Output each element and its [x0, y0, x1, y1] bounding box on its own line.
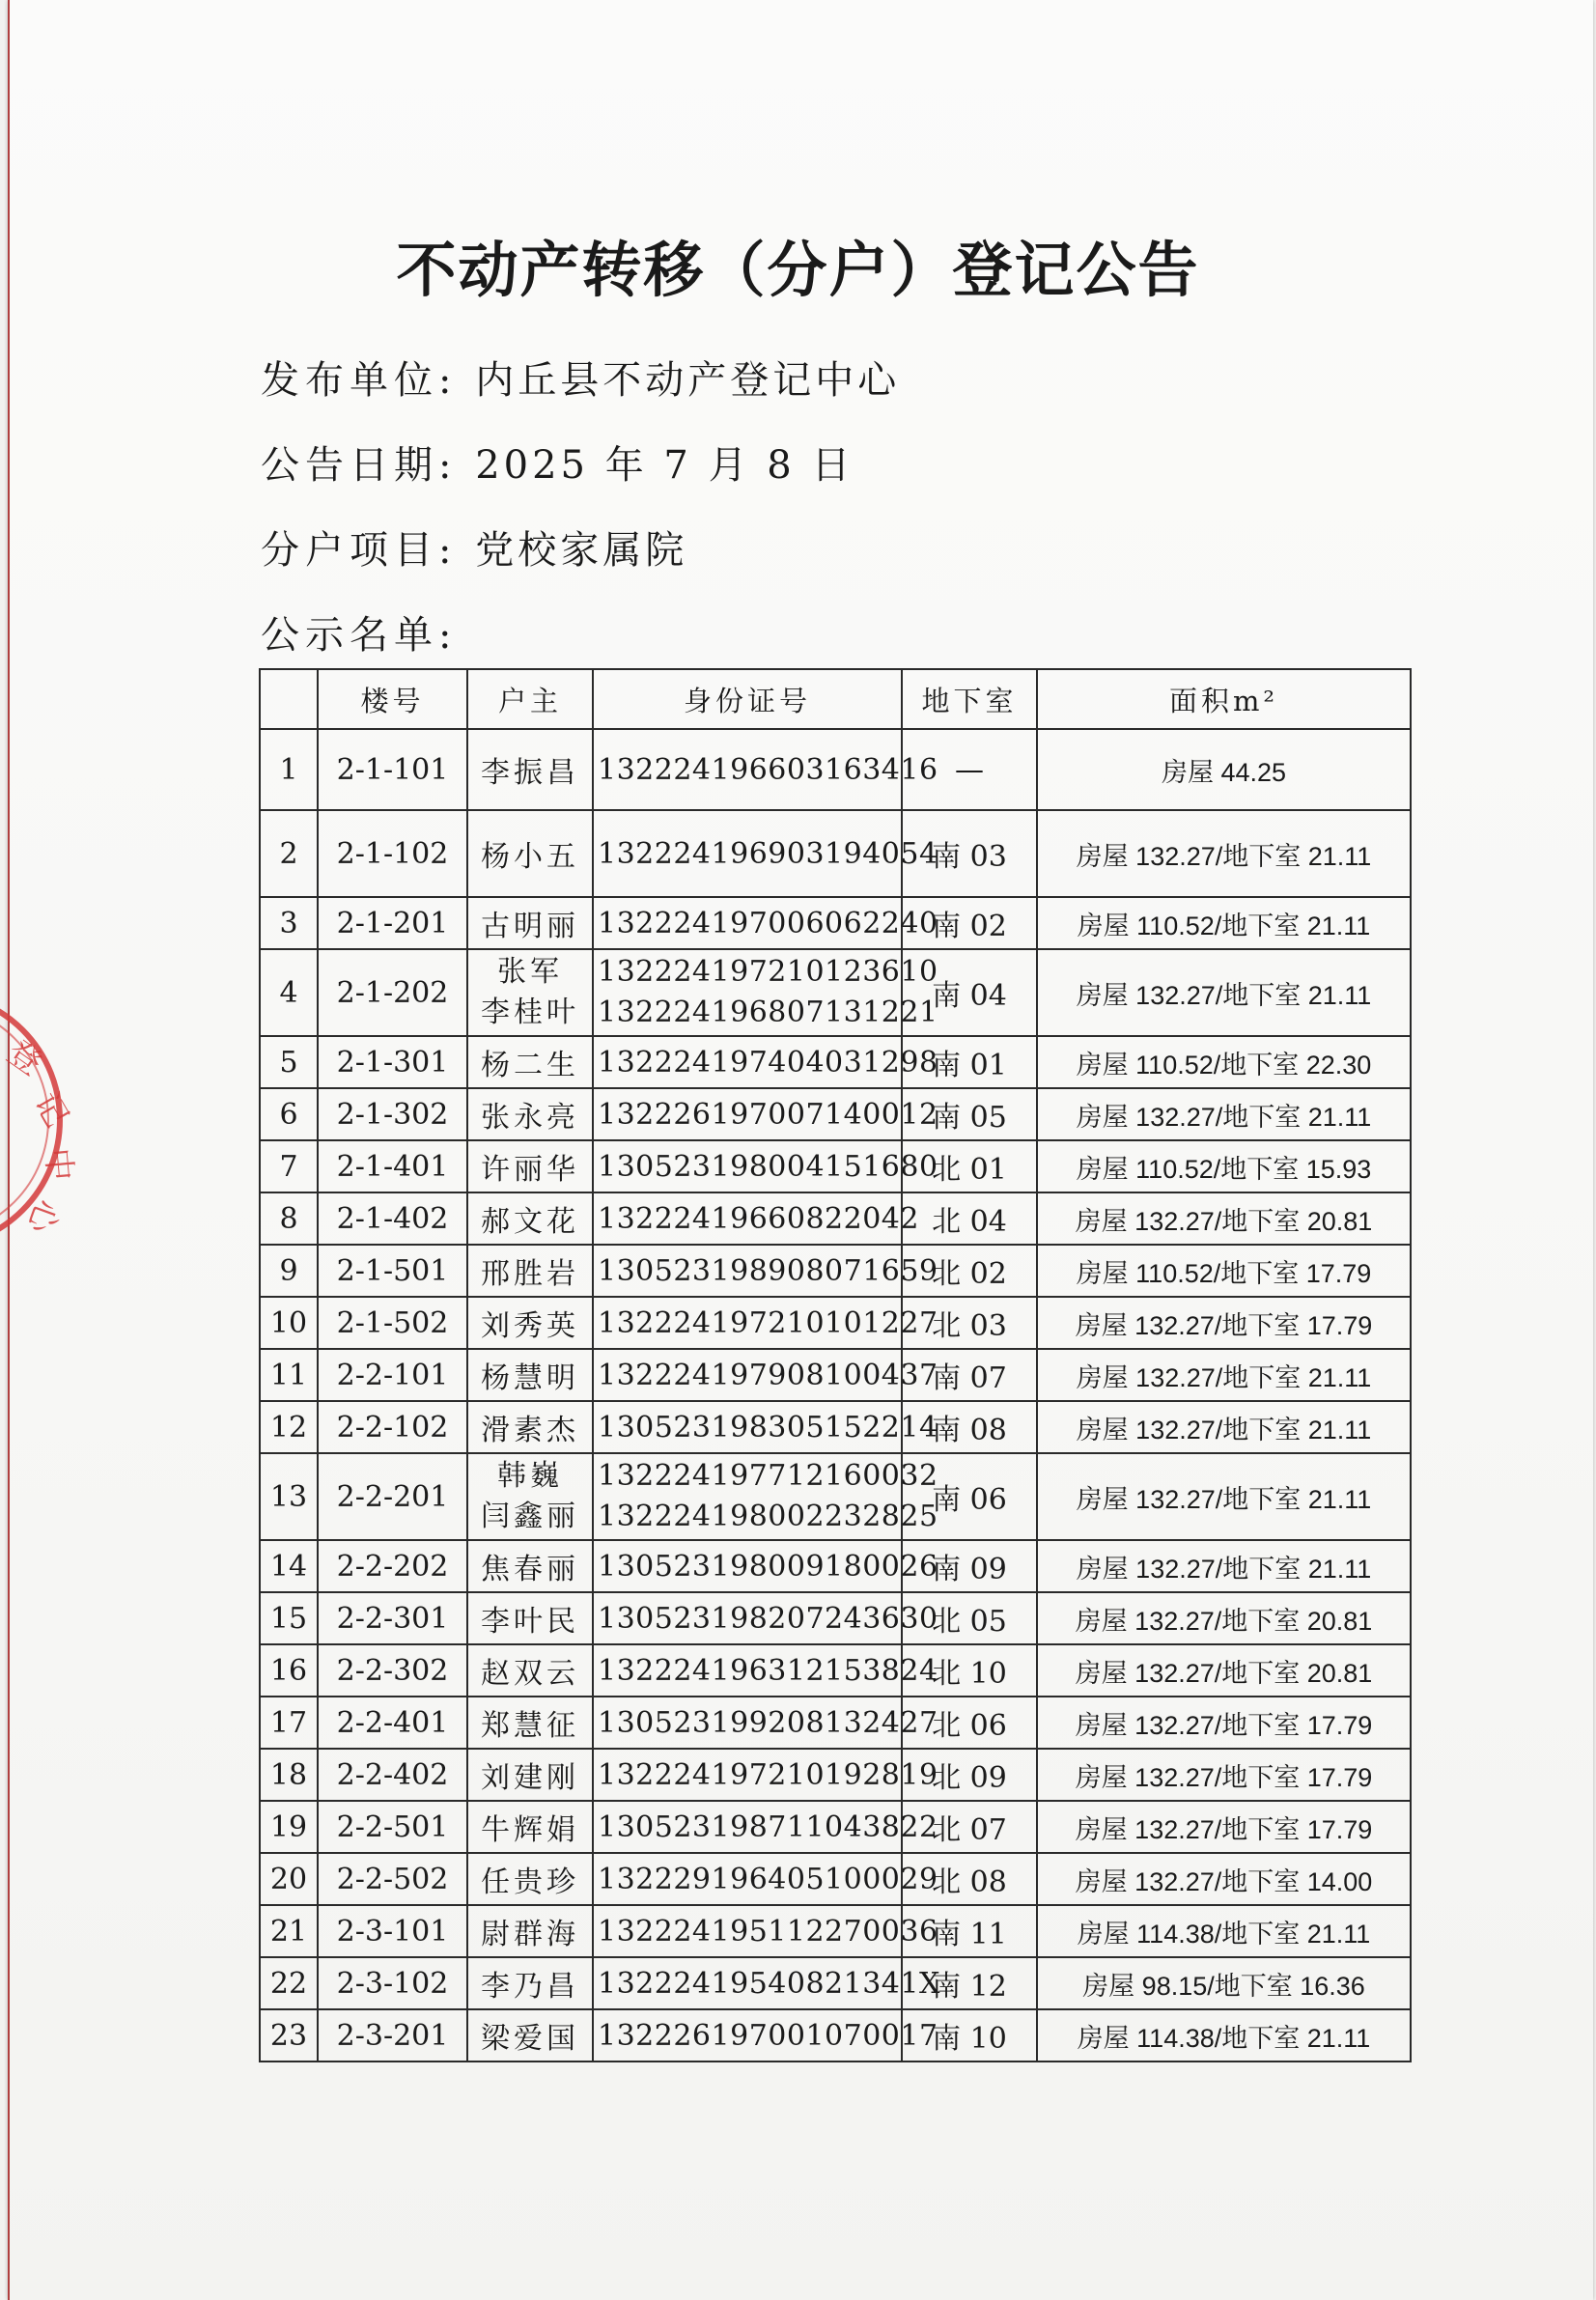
id-number: 132226197001070017	[598, 2018, 938, 2053]
publisher-line	[261, 350, 900, 405]
row-owner	[467, 1401, 593, 1453]
project-label: 分户项目:	[261, 528, 458, 573]
row-basement: 北 04	[902, 1192, 1037, 1245]
owner-name: 刘建刚	[481, 1761, 579, 1795]
row-area: 房屋 132.27/地下室 17.79	[1037, 1801, 1411, 1853]
row-owner	[467, 1036, 593, 1088]
row-building: 2-2-501	[318, 1801, 467, 1853]
owner-name: 张永亮	[481, 1101, 579, 1135]
owner-name: 滑素杰	[481, 1414, 579, 1447]
row-owner	[467, 1245, 593, 1297]
owner-name: 闫鑫丽	[481, 1500, 579, 1533]
row-area: 房屋 132.27/地下室 21.11	[1037, 1540, 1411, 1592]
row-area: 房屋 132.27/地下室 21.11	[1037, 949, 1411, 1036]
row-owner	[467, 1905, 593, 1957]
row-id-number	[593, 1140, 938, 1192]
row-building: 2-2-401	[318, 1697, 467, 1749]
row-basement: 南 11	[902, 1905, 1037, 1957]
row-id-number	[593, 1245, 938, 1297]
owner-name: 尉群海	[481, 1918, 579, 1951]
row-basement: 北 06	[902, 1697, 1037, 1749]
id-number: 130523198908071659	[598, 1253, 938, 1288]
id-number: 132226197007140012	[598, 1097, 938, 1132]
row-building: 2-3-201	[318, 2009, 467, 2062]
row-id-number	[593, 1401, 938, 1453]
row-area: 房屋 44.25	[1037, 729, 1411, 810]
row-building: 2-2-302	[318, 1644, 467, 1697]
row-building: 2-1-102	[318, 810, 467, 897]
row-basement: 南 10	[902, 2009, 1037, 2062]
row-owner	[467, 1644, 593, 1697]
row-id-number	[593, 1036, 938, 1088]
row-index: 16	[260, 1644, 318, 1697]
row-owner	[467, 1749, 593, 1801]
row-index: 14	[260, 1540, 318, 1592]
row-area: 房屋 114.38/地下室 21.11	[1037, 2009, 1411, 2062]
id-number: 132224198002232825	[598, 1500, 938, 1533]
row-index: 8	[260, 1192, 318, 1245]
table-row	[260, 897, 1411, 949]
table-row	[260, 1853, 1411, 1905]
id-number: 132224196903194054	[598, 836, 938, 871]
row-basement: 北 07	[902, 1801, 1037, 1853]
owner-name: 李乃昌	[481, 1970, 579, 2004]
publisher-label: 发布单位:	[261, 358, 458, 403]
row-basement: 北 10	[902, 1644, 1037, 1697]
row-owner	[467, 1140, 593, 1192]
header-area: 面积m²	[1037, 669, 1411, 729]
row-owner	[467, 1453, 593, 1540]
owner-name: 焦春丽	[481, 1553, 579, 1586]
row-basement: 北 05	[902, 1592, 1037, 1644]
row-area: 房屋 110.52/地下室 17.79	[1037, 1245, 1411, 1297]
row-owner	[467, 1801, 593, 1853]
row-area: 房屋 110.52/地下室 15.93	[1037, 1140, 1411, 1192]
row-index: 21	[260, 1905, 318, 1957]
owner-name: 刘秀英	[481, 1309, 579, 1343]
project-line	[261, 519, 687, 575]
owner-name: 杨小五	[481, 840, 579, 874]
row-id-number	[593, 2009, 938, 2062]
row-id-number	[593, 729, 938, 810]
row-index: 9	[260, 1245, 318, 1297]
row-building: 2-2-201	[318, 1453, 467, 1540]
svg-text:登: 登	[0, 1032, 49, 1083]
owner-name: 赵双云	[481, 1657, 579, 1691]
row-owner	[467, 1540, 593, 1592]
header-index	[260, 669, 318, 729]
row-owner	[467, 2009, 593, 2062]
header-basement: 地下室	[902, 669, 1037, 729]
row-index: 4	[260, 949, 318, 1036]
row-area: 房屋 132.27/地下室 21.11	[1037, 1401, 1411, 1453]
header-id-number: 身份证号	[593, 669, 902, 729]
row-index: 20	[260, 1853, 318, 1905]
row-index: 10	[260, 1297, 318, 1349]
table-row	[260, 1297, 1411, 1349]
row-id-number	[593, 1088, 938, 1140]
owner-name: 牛辉娟	[481, 1813, 579, 1847]
table-row	[260, 1036, 1411, 1088]
table-row	[260, 1540, 1411, 1592]
id-number: 132224195112270036	[598, 1914, 938, 1949]
row-basement: 南 06	[902, 1453, 1037, 1540]
row-basement: 北 03	[902, 1297, 1037, 1349]
table-row	[260, 1801, 1411, 1853]
row-building: 2-1-201	[318, 897, 467, 949]
row-id-number	[593, 1192, 919, 1245]
svg-text:中: 中	[38, 1146, 79, 1183]
id-number: 130523198207243630	[598, 1601, 938, 1636]
row-owner	[467, 810, 593, 897]
row-basement: 南 05	[902, 1088, 1037, 1140]
row-id-number	[593, 1957, 940, 2009]
id-number: 130523198004151680	[598, 1149, 938, 1184]
row-area: 房屋 98.15/地下室 16.36	[1037, 1957, 1411, 2009]
owner-name: 杨慧明	[481, 1361, 579, 1395]
row-id-number	[593, 949, 938, 1036]
row-index: 15	[260, 1592, 318, 1644]
row-owner	[467, 1697, 593, 1749]
row-index: 7	[260, 1140, 318, 1192]
id-number: 132224197712160032	[598, 1459, 938, 1493]
row-building: 2-1-202	[318, 949, 467, 1036]
row-basement: 南 04	[902, 949, 1037, 1036]
id-number: 132224197006062240	[598, 906, 938, 940]
row-area: 房屋 132.27/地下室 20.81	[1037, 1192, 1411, 1245]
official-seal-stamp	[0, 966, 135, 1275]
owner-name: 邢胜岩	[481, 1257, 579, 1291]
row-basement: 南 01	[902, 1036, 1037, 1088]
row-owner	[467, 1853, 593, 1905]
row-area: 房屋 132.27/地下室 14.00	[1037, 1853, 1411, 1905]
header-owner: 户主	[467, 669, 593, 729]
id-number: 13222419660822042	[598, 1201, 919, 1236]
row-index: 12	[260, 1401, 318, 1453]
row-id-number	[593, 1644, 938, 1697]
table-row	[260, 2009, 1411, 2062]
row-area: 房屋 132.27/地下室 20.81	[1037, 1644, 1411, 1697]
row-owner	[467, 1592, 593, 1644]
row-area: 房屋 110.52/地下室 21.11	[1037, 897, 1411, 949]
row-building: 2-2-502	[318, 1853, 467, 1905]
svg-text:心: 心	[18, 1193, 68, 1239]
row-area: 房屋 132.27/地下室 17.79	[1037, 1749, 1411, 1801]
row-owner	[467, 729, 593, 810]
row-basement: 南 07	[902, 1349, 1037, 1401]
id-number: 130523198009180026	[598, 1549, 938, 1584]
table-row	[260, 729, 1411, 810]
row-id-number	[593, 1853, 938, 1905]
row-basement: 南 12	[902, 1957, 1037, 2009]
svg-text:记: 记	[26, 1085, 76, 1134]
row-index: 23	[260, 2009, 318, 2062]
date-value: 2025 年 7 月 8 日	[475, 443, 854, 488]
id-number: 132224197210123610	[598, 955, 938, 989]
owner-name: 韩巍	[497, 1459, 563, 1493]
table-row	[260, 1592, 1411, 1644]
table-row	[260, 810, 1411, 897]
row-id-number	[593, 1749, 938, 1801]
row-basement: 南 03	[902, 810, 1037, 897]
row-basement: —	[902, 729, 1037, 810]
row-area: 房屋 132.27/地下室 21.11	[1037, 1453, 1411, 1540]
row-index: 11	[260, 1349, 318, 1401]
row-id-number	[593, 1540, 938, 1592]
row-area: 房屋 132.27/地下室 21.11	[1037, 1349, 1411, 1401]
table-row	[260, 1192, 1411, 1245]
row-building: 2-1-101	[318, 729, 467, 810]
row-id-number	[593, 1349, 938, 1401]
row-id-number	[593, 1697, 938, 1749]
table-row	[260, 949, 1411, 1036]
row-owner	[467, 1297, 593, 1349]
table-row	[260, 1905, 1411, 1957]
row-index: 3	[260, 897, 318, 949]
id-number: 132229196405100029	[598, 1862, 938, 1896]
row-id-number	[593, 1592, 938, 1644]
owner-name: 郝文花	[481, 1205, 579, 1239]
row-index: 19	[260, 1801, 318, 1853]
registration-table	[259, 668, 1412, 2062]
publisher-value: 内丘县不动产登记中心	[475, 358, 901, 403]
row-building: 2-1-502	[318, 1297, 467, 1349]
project-value: 党校家属院	[475, 528, 688, 573]
table-row	[260, 1401, 1411, 1453]
row-owner	[467, 1192, 593, 1245]
row-index: 22	[260, 1957, 318, 2009]
row-building: 2-2-101	[318, 1349, 467, 1401]
row-building: 2-2-202	[318, 1540, 467, 1592]
row-owner	[467, 1088, 593, 1140]
id-number: 130523198711043822	[598, 1809, 938, 1844]
row-id-number	[593, 810, 938, 897]
id-number: 13222419540821341X	[598, 1966, 940, 2001]
row-id-number	[593, 1297, 938, 1349]
id-number: 132224196603163416	[598, 752, 938, 787]
id-number: 132224197908100437	[598, 1358, 938, 1392]
id-number: 130523199208132427	[598, 1705, 938, 1740]
row-area: 房屋 132.27/地下室 21.11	[1037, 1088, 1411, 1140]
id-number: 132224197210101227	[598, 1305, 938, 1340]
header-building: 楼号	[318, 669, 467, 729]
row-building: 2-1-301	[318, 1036, 467, 1088]
id-number: 132224197210192819	[598, 1757, 938, 1792]
row-id-number	[593, 1453, 938, 1540]
owner-name: 古明丽	[481, 910, 579, 943]
row-index: 18	[260, 1749, 318, 1801]
owner-name: 许丽华	[481, 1153, 579, 1187]
row-basement: 北 09	[902, 1749, 1037, 1801]
row-basement: 北 02	[902, 1245, 1037, 1297]
table-row	[260, 1245, 1411, 1297]
page-title: 不动产转移（分户）登记公告	[396, 235, 1200, 305]
row-id-number	[593, 1905, 938, 1957]
row-owner	[467, 897, 593, 949]
row-index: 5	[260, 1036, 318, 1088]
row-area: 房屋 132.27/地下室 20.81	[1037, 1592, 1411, 1644]
row-area: 房屋 132.27/地下室 17.79	[1037, 1697, 1411, 1749]
row-index: 13	[260, 1453, 318, 1540]
table-row	[260, 1349, 1411, 1401]
row-building: 2-1-402	[318, 1192, 467, 1245]
row-index: 6	[260, 1088, 318, 1140]
row-building: 2-2-301	[318, 1592, 467, 1644]
row-building: 2-2-102	[318, 1401, 467, 1453]
table-row	[260, 1140, 1411, 1192]
date-line	[261, 435, 854, 490]
row-id-number	[593, 897, 938, 949]
owner-name: 李叶民	[481, 1605, 579, 1639]
id-number: 130523198305152214	[598, 1410, 938, 1445]
row-basement: 南 02	[902, 897, 1037, 949]
owner-name: 郑慧征	[481, 1709, 579, 1743]
id-number: 132224197404031298	[598, 1045, 938, 1080]
row-area: 房屋 110.52/地下室 22.30	[1037, 1036, 1411, 1088]
table-row	[260, 1453, 1411, 1540]
owner-name: 梁爱国	[481, 2022, 579, 2056]
row-owner	[467, 1957, 593, 2009]
table-row	[260, 1697, 1411, 1749]
table-row	[260, 1957, 1411, 2009]
row-building: 2-1-302	[318, 1088, 467, 1140]
row-area: 房屋 132.27/地下室 17.79	[1037, 1297, 1411, 1349]
row-index: 1	[260, 729, 318, 810]
owner-name: 李振昌	[481, 756, 579, 790]
owner-name: 任贵珍	[481, 1865, 579, 1899]
row-building: 2-1-401	[318, 1140, 467, 1192]
row-building: 2-3-102	[318, 1957, 467, 2009]
row-building: 2-1-501	[318, 1245, 467, 1297]
table-row	[260, 1088, 1411, 1140]
table-body	[260, 729, 1411, 2062]
row-basement: 南 08	[902, 1401, 1037, 1453]
table-header-row	[260, 669, 1411, 729]
id-number: 132224196807131221	[598, 996, 938, 1029]
row-basement: 南 09	[902, 1540, 1037, 1592]
list-label: 公示名单:	[261, 613, 458, 658]
row-index: 17	[260, 1697, 318, 1749]
row-area: 房屋 114.38/地下室 21.11	[1037, 1905, 1411, 1957]
date-label: 公告日期:	[261, 443, 458, 488]
row-building: 2-3-101	[318, 1905, 467, 1957]
owner-name: 杨二生	[481, 1049, 579, 1082]
row-owner	[467, 949, 593, 1036]
row-basement: 北 08	[902, 1853, 1037, 1905]
row-area: 房屋 132.27/地下室 21.11	[1037, 810, 1411, 897]
id-number: 132224196312153824	[598, 1653, 938, 1688]
row-index: 2	[260, 810, 318, 897]
table-row	[260, 1749, 1411, 1801]
row-id-number	[593, 1801, 938, 1853]
row-building: 2-2-402	[318, 1749, 467, 1801]
row-owner	[467, 1349, 593, 1401]
table-row	[260, 1644, 1411, 1697]
owner-name: 张军	[497, 955, 563, 989]
row-basement: 北 01	[902, 1140, 1037, 1192]
owner-name: 李桂叶	[481, 996, 579, 1029]
